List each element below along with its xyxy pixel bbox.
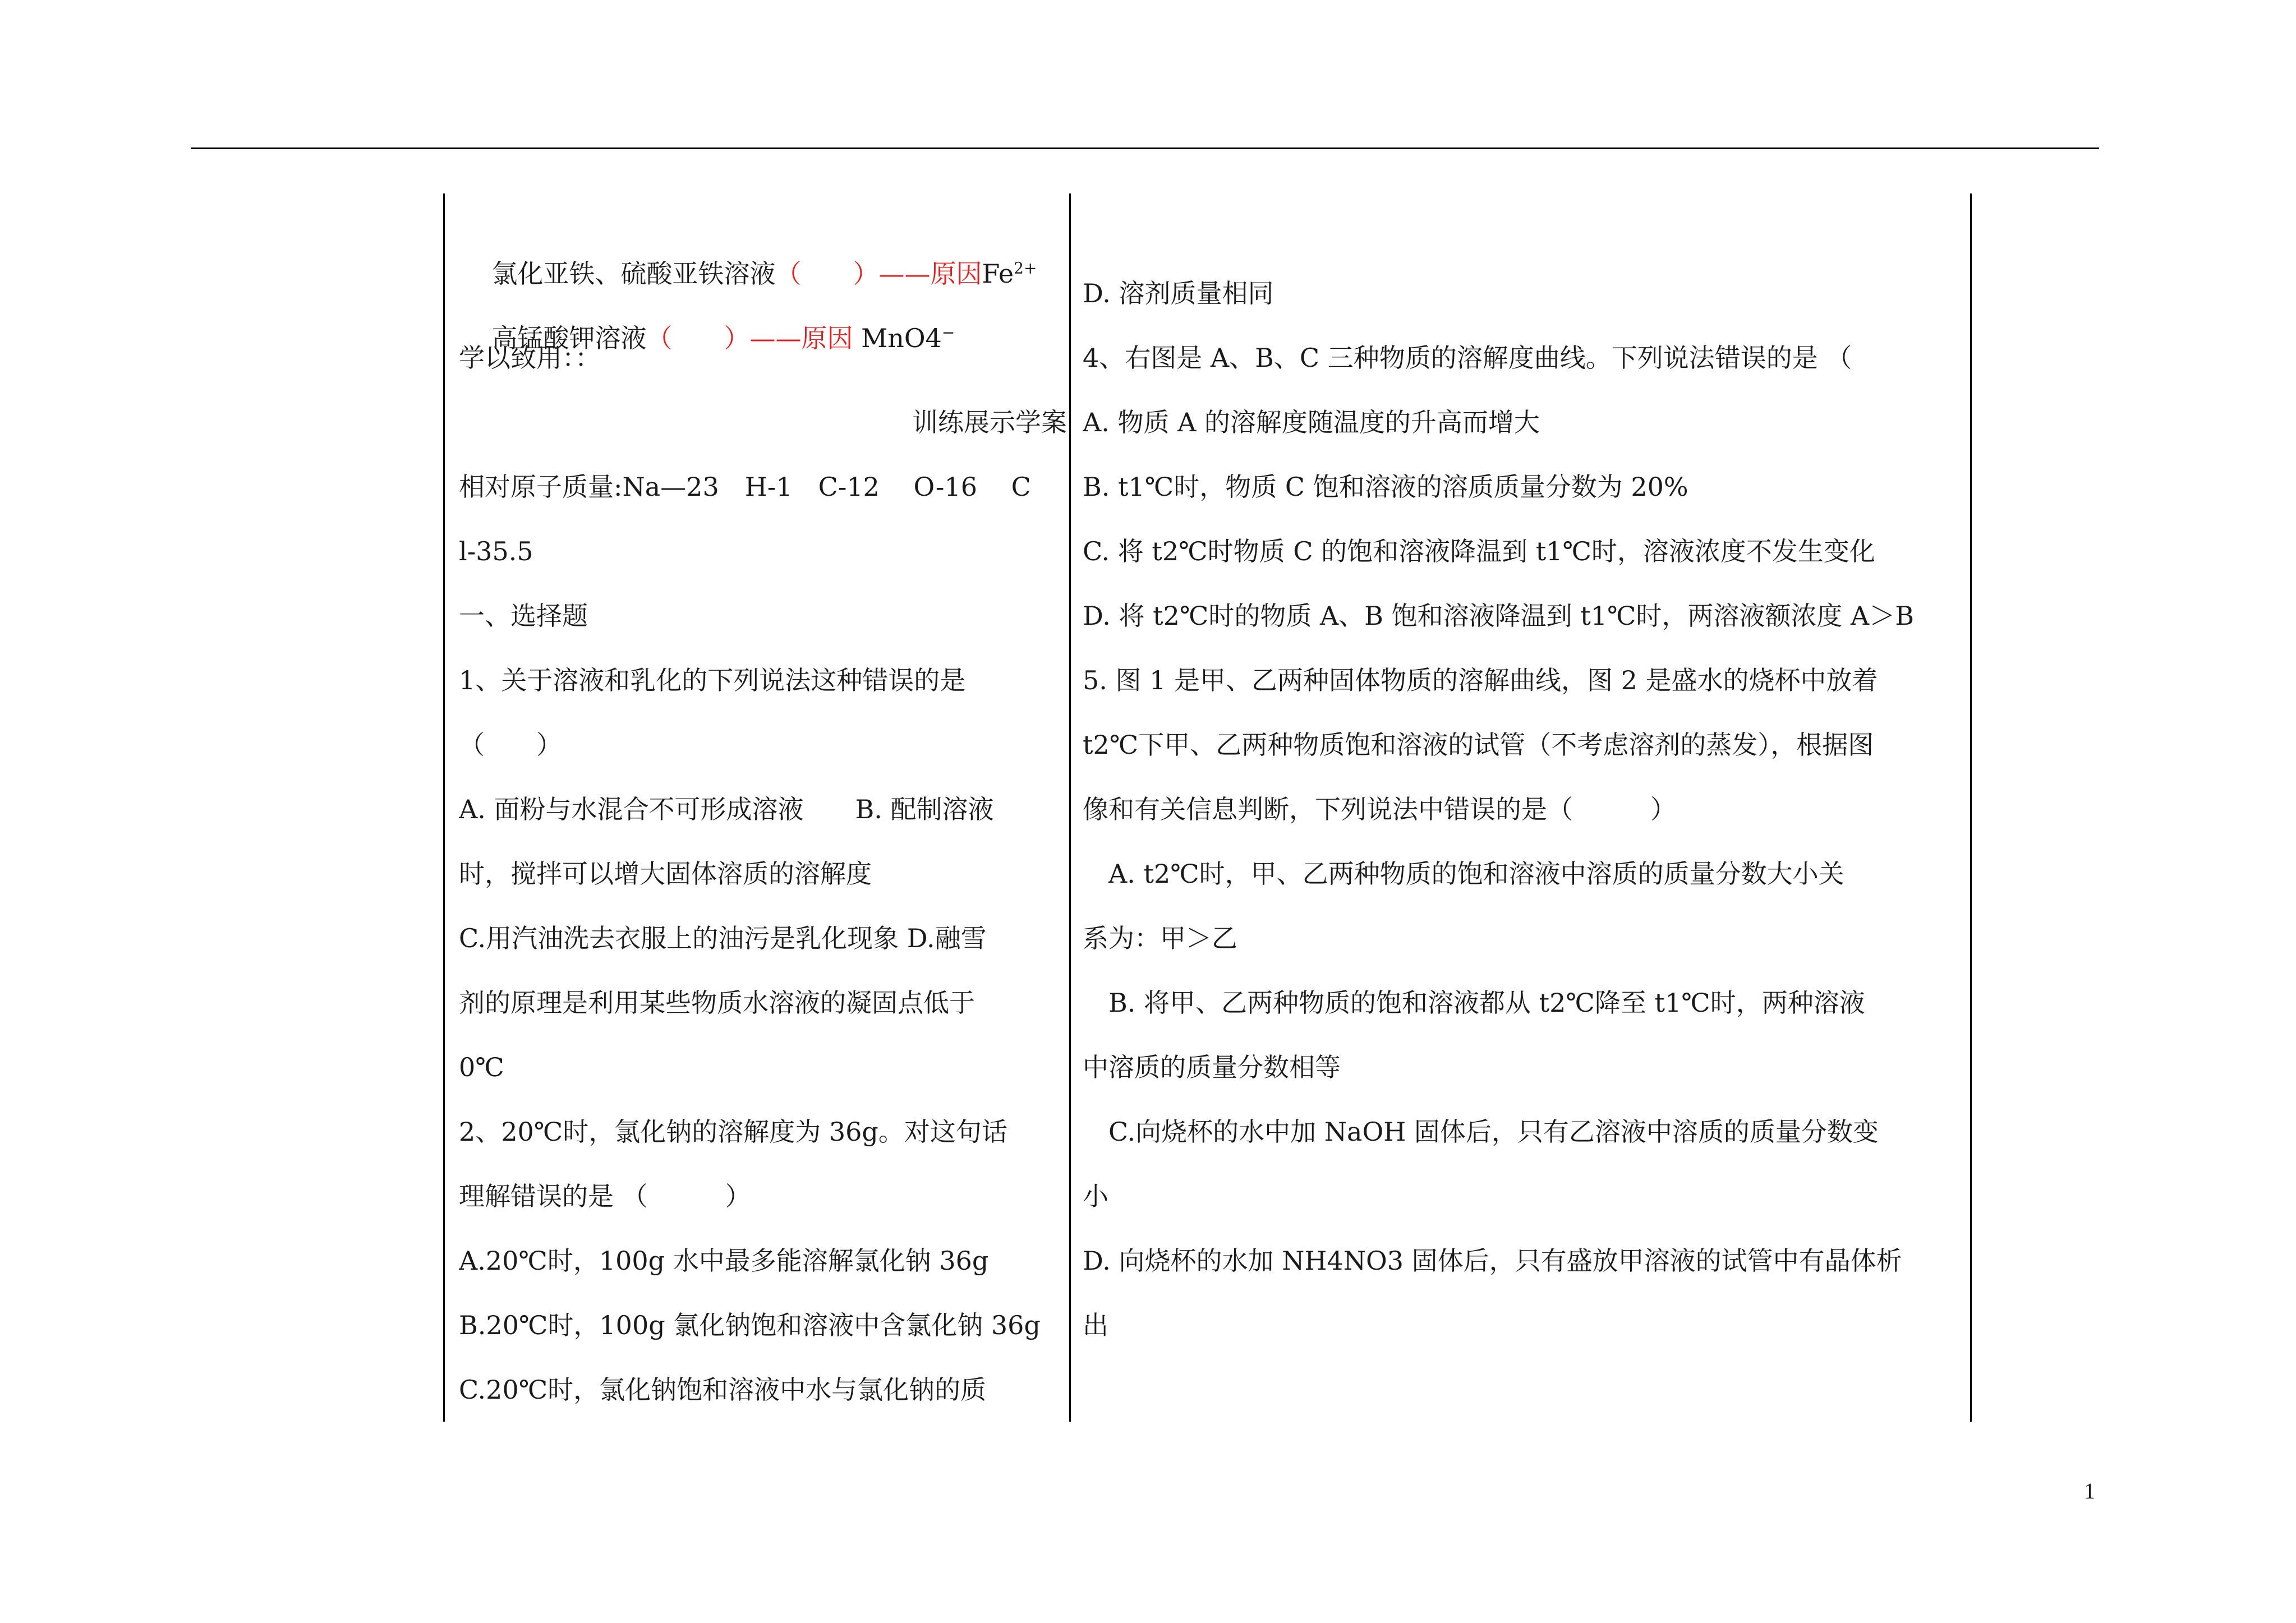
text-kmno4-label: 高锰酸钾溶液 [491,323,647,353]
right-column [1083,193,1968,1422]
right-line-10: A. t2℃时，甲、乙两种物质的饱和溶液中溶质的质量分数大小关 [1083,859,1844,889]
ion-charge: 2+ [1014,259,1037,278]
right-line-11: 系为：甲＞乙 [1083,923,1237,953]
left-column [459,193,1067,1422]
header-rule [191,147,2099,149]
left-line-2 [459,271,1067,353]
left-line-14: 0℃ [459,1052,504,1082]
right-line-4: B. t1℃时，物质 C 饱和溶液的溶质质量分数为 20% [1083,472,1688,502]
table-right-border [1970,193,1972,1422]
answer-blank-reason: （ ）——原因 [646,323,853,353]
right-line-16: D. 向烧杯的水加 NH4NO3 固体后，只有盛放甲溶液的试管中有晶体析 [1083,1246,1902,1276]
right-line-17: 出 [1083,1310,1108,1340]
section-title: 训练展示学案 [912,407,1067,437]
right-line-14: C.向烧杯的水中加 NaOH 固体后，只有乙溶液中溶质的质量分数变 [1083,1117,1879,1147]
left-line-17: A.20℃时，100g 水中最多能溶解氯化钠 36g [459,1246,989,1276]
page-number: 1 [2084,1478,2095,1504]
ion-charge: − [941,323,955,342]
left-line-16: 理解错误的是 （ ） [459,1181,751,1211]
left-line-10: A. 面粉与水混合不可形成溶液 B. 配制溶液 [459,794,994,824]
left-line-5: 相对原子质量:Na—23 H-1 C-12 O-16 C [459,472,1031,502]
right-line-1: D. 溶剂质量相同 [1083,278,1274,308]
left-line-6: l-35.5 [459,536,533,566]
right-line-7: 5. 图 1 是甲、乙两种固体物质的溶解曲线，图 2 是盛水的烧杯中放着 [1083,665,1878,695]
left-line-18: B.20℃时，100g 氯化钠饱和溶液中含氯化钠 36g [459,1310,1041,1340]
ion-formula: Fe [982,259,1014,289]
right-line-2: 4、右图是 A、B、C 三种物质的溶解度曲线。下列说法错误的是 （ [1083,343,1852,373]
answer-blank-reason: （ ）——原因 [775,259,982,289]
right-line-8: t2℃下甲、乙两种物质饱和溶液的试管（不考虑溶剂的蒸发），根据图 [1083,730,1874,760]
table-left-border [443,193,445,1422]
left-line-11: 时，搅拌可以增大固体溶质的溶解度 [459,859,872,889]
left-line-3: 学以致用：： [459,343,601,373]
left-line-9: （ ） [459,730,562,760]
right-line-3: A. 物质 A 的溶解度随温度的升高而增大 [1083,407,1540,437]
left-line-8: 1、关于溶液和乳化的下列说法这种错误的是 [459,665,966,695]
right-line-15: 小 [1083,1181,1108,1211]
section-heading: 一、选择题 [459,601,588,631]
right-line-9: 像和有关信息判断，下列说法中错误的是（ ） [1083,794,1676,824]
left-line-15: 2、20℃时，氯化钠的溶解度为 36g。对这句话 [459,1117,1007,1147]
table-column-divider [1069,193,1071,1422]
right-line-6: D. 将 t2℃时的物质 A、B 饱和溶液降温到 t1℃时，两溶液额浓度 A＞B [1083,601,1915,631]
text-fecl2-label: 氯化亚铁、硫酸亚铁溶液 [491,259,776,289]
left-line-12: C.用汽油洗去衣服上的油污是乳化现象 D.融雪 [459,923,987,953]
right-line-5: C. 将 t2℃时物质 C 的饱和溶液降温到 t1℃时，溶液浓度不发生变化 [1083,536,1875,566]
right-line-13: 中溶质的质量分数相等 [1083,1052,1341,1082]
left-line-19: C.20℃时，氯化钠饱和溶液中水与氯化钠的质 [459,1375,987,1405]
left-line-13: 剂的原理是利用某些物质水溶液的凝固点低于 [459,988,975,1018]
ion-formula: MnO4 [853,323,942,353]
left-line-1 [459,206,1067,289]
right-line-12: B. 将甲、乙两种物质的饱和溶液都从 t2℃降至 t1℃时，两种溶液 [1083,988,1865,1018]
